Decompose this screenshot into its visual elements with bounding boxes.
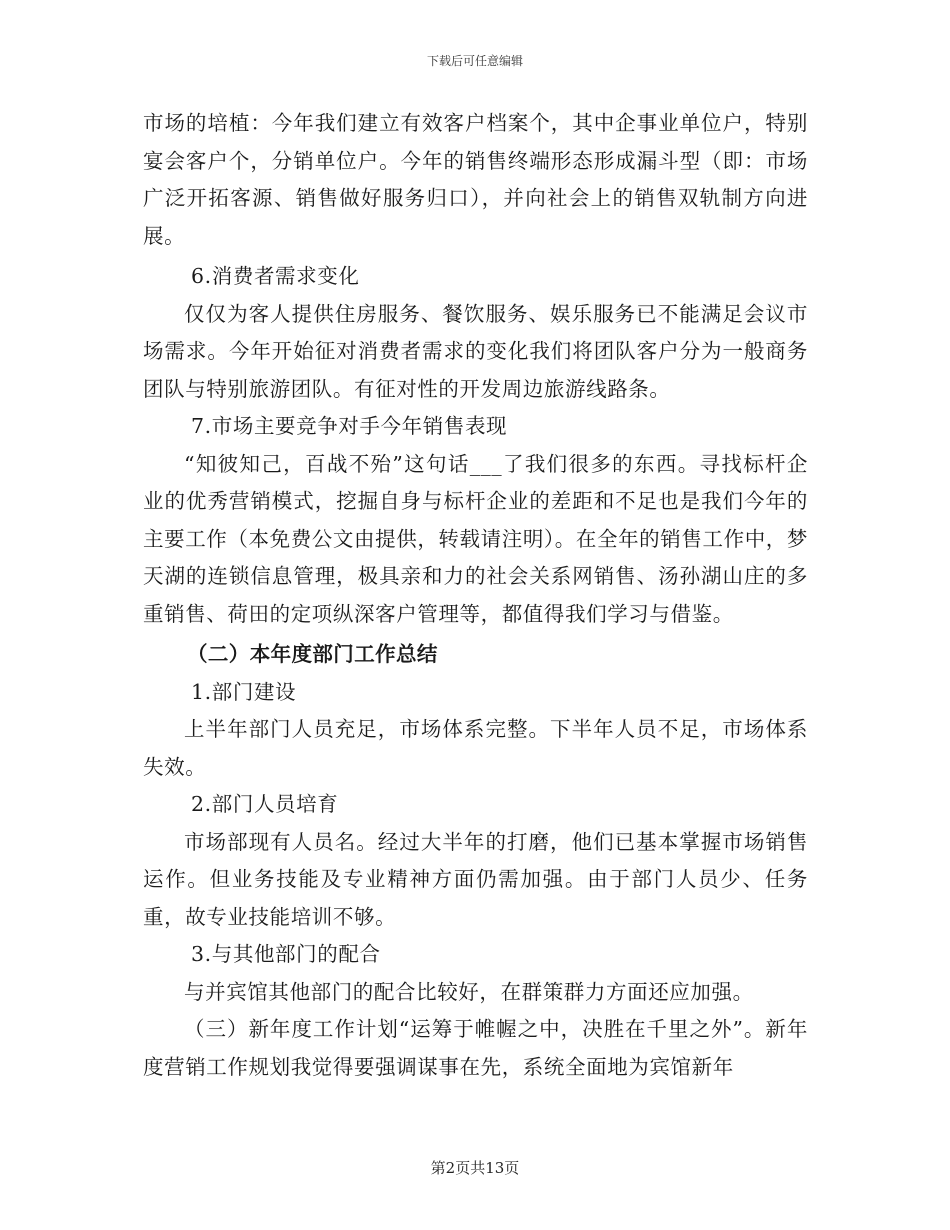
heading-staff-training: 2.部门人员培育 [191,792,339,816]
paragraph-consumer-demand: 仅仅为客人提供住房服务、餐饮服务、娱乐服务已不能满足会议市场需求。今年开始征对消费者需求的变化我们将团队客户分为一般商务团队与特别旅游团队。有征对性的开发周边旅游线路条。 [143,301,808,401]
heading-department-building: 1.部门建设 [191,679,297,704]
paragraph-market-cultivation: 市场的培植：今年我们建立有效客户档案个，其中企事业单位户，特别宴会客户个，分销单位户。今年的销售终端形态形成漏斗型（即：市场广泛开拓客源、销售做好服务归口），并向社会上的销售双轨制方向进展。 [143,111,808,248]
heading-consumer-demand: 6.消费者需求变化 [191,264,360,288]
heading-cooperation: 3.与其他部门的配合 [191,942,381,966]
document-body [143,105,808,1086]
paragraph-cooperation: 与并宾馆其他部门的配合比较好，在群策群力方面还应加强。 [184,979,754,1004]
heading-competitors: 7.市场主要竞争对手今年销售表现 [191,414,508,438]
paragraph-competitors: “知彼知己，百战不殆”这句话___了我们很多的东西。寻找标杆企业的优秀营销模式，挖掘自身与标杆企业的差距和不足也是我们今年的主要工作（本免费公文由提供，转载请注明）。在全年的销售工作中，梦天湖的连锁信息管理，极具亲和力的社会关系网销售、汤孙湖山庄的多重销售、荷田的定项纵深客户管理等，都值得我们学习与借鉴。 [143,451,808,626]
paragraph-staff-training: 市场部现有人员名。经过大半年的打磨，他们已基本掌握市场销售运作。但业务技能及专业精神方面仍需加强。由于部门人员少、任务重，故专业技能培训不够。 [143,829,808,929]
paragraph-new-year-plan: （三）新年度工作计划“运筹于帷幄之中，决胜在千里之外”。新年度营销工作规划我觉得要强调谋事在先，系统全面地为宾馆新年 [143,1017,808,1079]
paragraph-department-building: 上半年部门人员充足，市场体系完整。下半年人员不足，市场体系失效。 [143,717,808,779]
page-number: 第2页共13页 [430,1159,520,1177]
page-header: 下载后可任意编辑 [426,54,523,68]
section-heading-department-summary: （二）本年度部门工作总结 [187,642,438,666]
